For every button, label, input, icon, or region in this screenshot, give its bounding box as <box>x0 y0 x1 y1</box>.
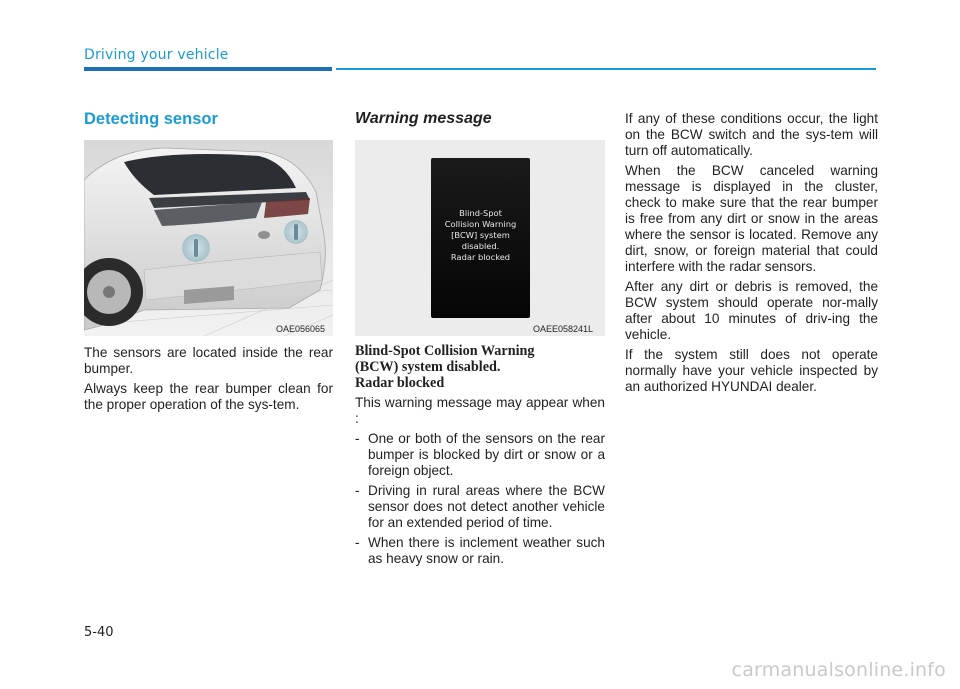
list-item-text: Driving in rural areas where the BCW sensor does not detect another vehicle for an extended period of time. <box>368 483 605 530</box>
figure-code-1: OAE056065 <box>276 324 326 334</box>
cluster-line: [BCW] system <box>451 230 510 240</box>
conditions-text <box>625 111 878 395</box>
header-rule-light <box>336 68 876 70</box>
conditions-paragraph-2: When the BCW canceled warning message is displayed in the cluster, check to make sure that the rear bumper is free from any dirt or snow in the areas where the sensor is located. Remove any dirt, snow, or foreign material that could interfere with the radar sensors. <box>625 163 878 274</box>
detecting-sensor-heading: Detecting sensor <box>84 110 218 128</box>
car-rear-illustration <box>84 140 333 336</box>
warning-intro: This warning message may appear when : <box>355 395 605 426</box>
message-title-line: Radar blocked <box>355 375 445 391</box>
sensor-text <box>84 345 333 413</box>
cluster-line: Blind-Spot <box>459 208 502 218</box>
sensor-paragraph-2: Always keep the rear bumper clean for the proper operation of the sys-tem. <box>84 381 333 412</box>
figure-code-2: OAEE058241L <box>533 324 594 334</box>
header-rule-dark <box>84 67 332 71</box>
warning-message-heading: Warning message <box>355 110 492 127</box>
list-dash: - <box>355 535 360 550</box>
section-header: Driving your vehicle <box>84 47 229 63</box>
car-rear-figure <box>84 140 333 336</box>
page-number: 5-40 <box>84 625 114 640</box>
cluster-figure <box>355 140 605 336</box>
list-item <box>355 431 605 479</box>
sensor-paragraph-1: The sensors are located inside the rear bumper. <box>84 345 333 376</box>
list-dash: - <box>355 483 360 498</box>
message-title-line: (BCW) system disabled. <box>355 359 501 375</box>
message-title <box>355 343 605 391</box>
cluster-line: disabled. <box>461 241 500 251</box>
warning-text <box>355 395 605 567</box>
list-item-text: One or both of the sensors on the rear bumper is blocked by dirt or snow or a foreign object. <box>368 431 605 478</box>
list-item <box>355 483 605 531</box>
message-title-line: Blind-Spot Collision Warning <box>355 343 535 359</box>
cluster-line: Radar blocked <box>450 252 511 262</box>
conditions-paragraph-1: If any of these conditions occur, the light on the BCW switch and the sys-tem will turn off automatically. <box>625 111 878 158</box>
watermark: carmanualsonline.info <box>731 659 946 681</box>
cluster-message <box>431 208 530 263</box>
conditions-paragraph-4: If the system still does not operate normally have your vehicle inspected by an authorized HYUNDAI dealer. <box>625 347 878 394</box>
cluster-line: Collision Warning <box>444 219 517 229</box>
list-item <box>355 535 605 567</box>
list-item-text: When there is inclement weather such as heavy snow or rain. <box>368 535 605 566</box>
list-dash: - <box>355 431 360 446</box>
cluster-display <box>431 158 530 318</box>
conditions-paragraph-3: After any dirt or debris is removed, the BCW system should operate nor-mally after about 10 minutes of driv-ing the vehicle. <box>625 279 878 342</box>
